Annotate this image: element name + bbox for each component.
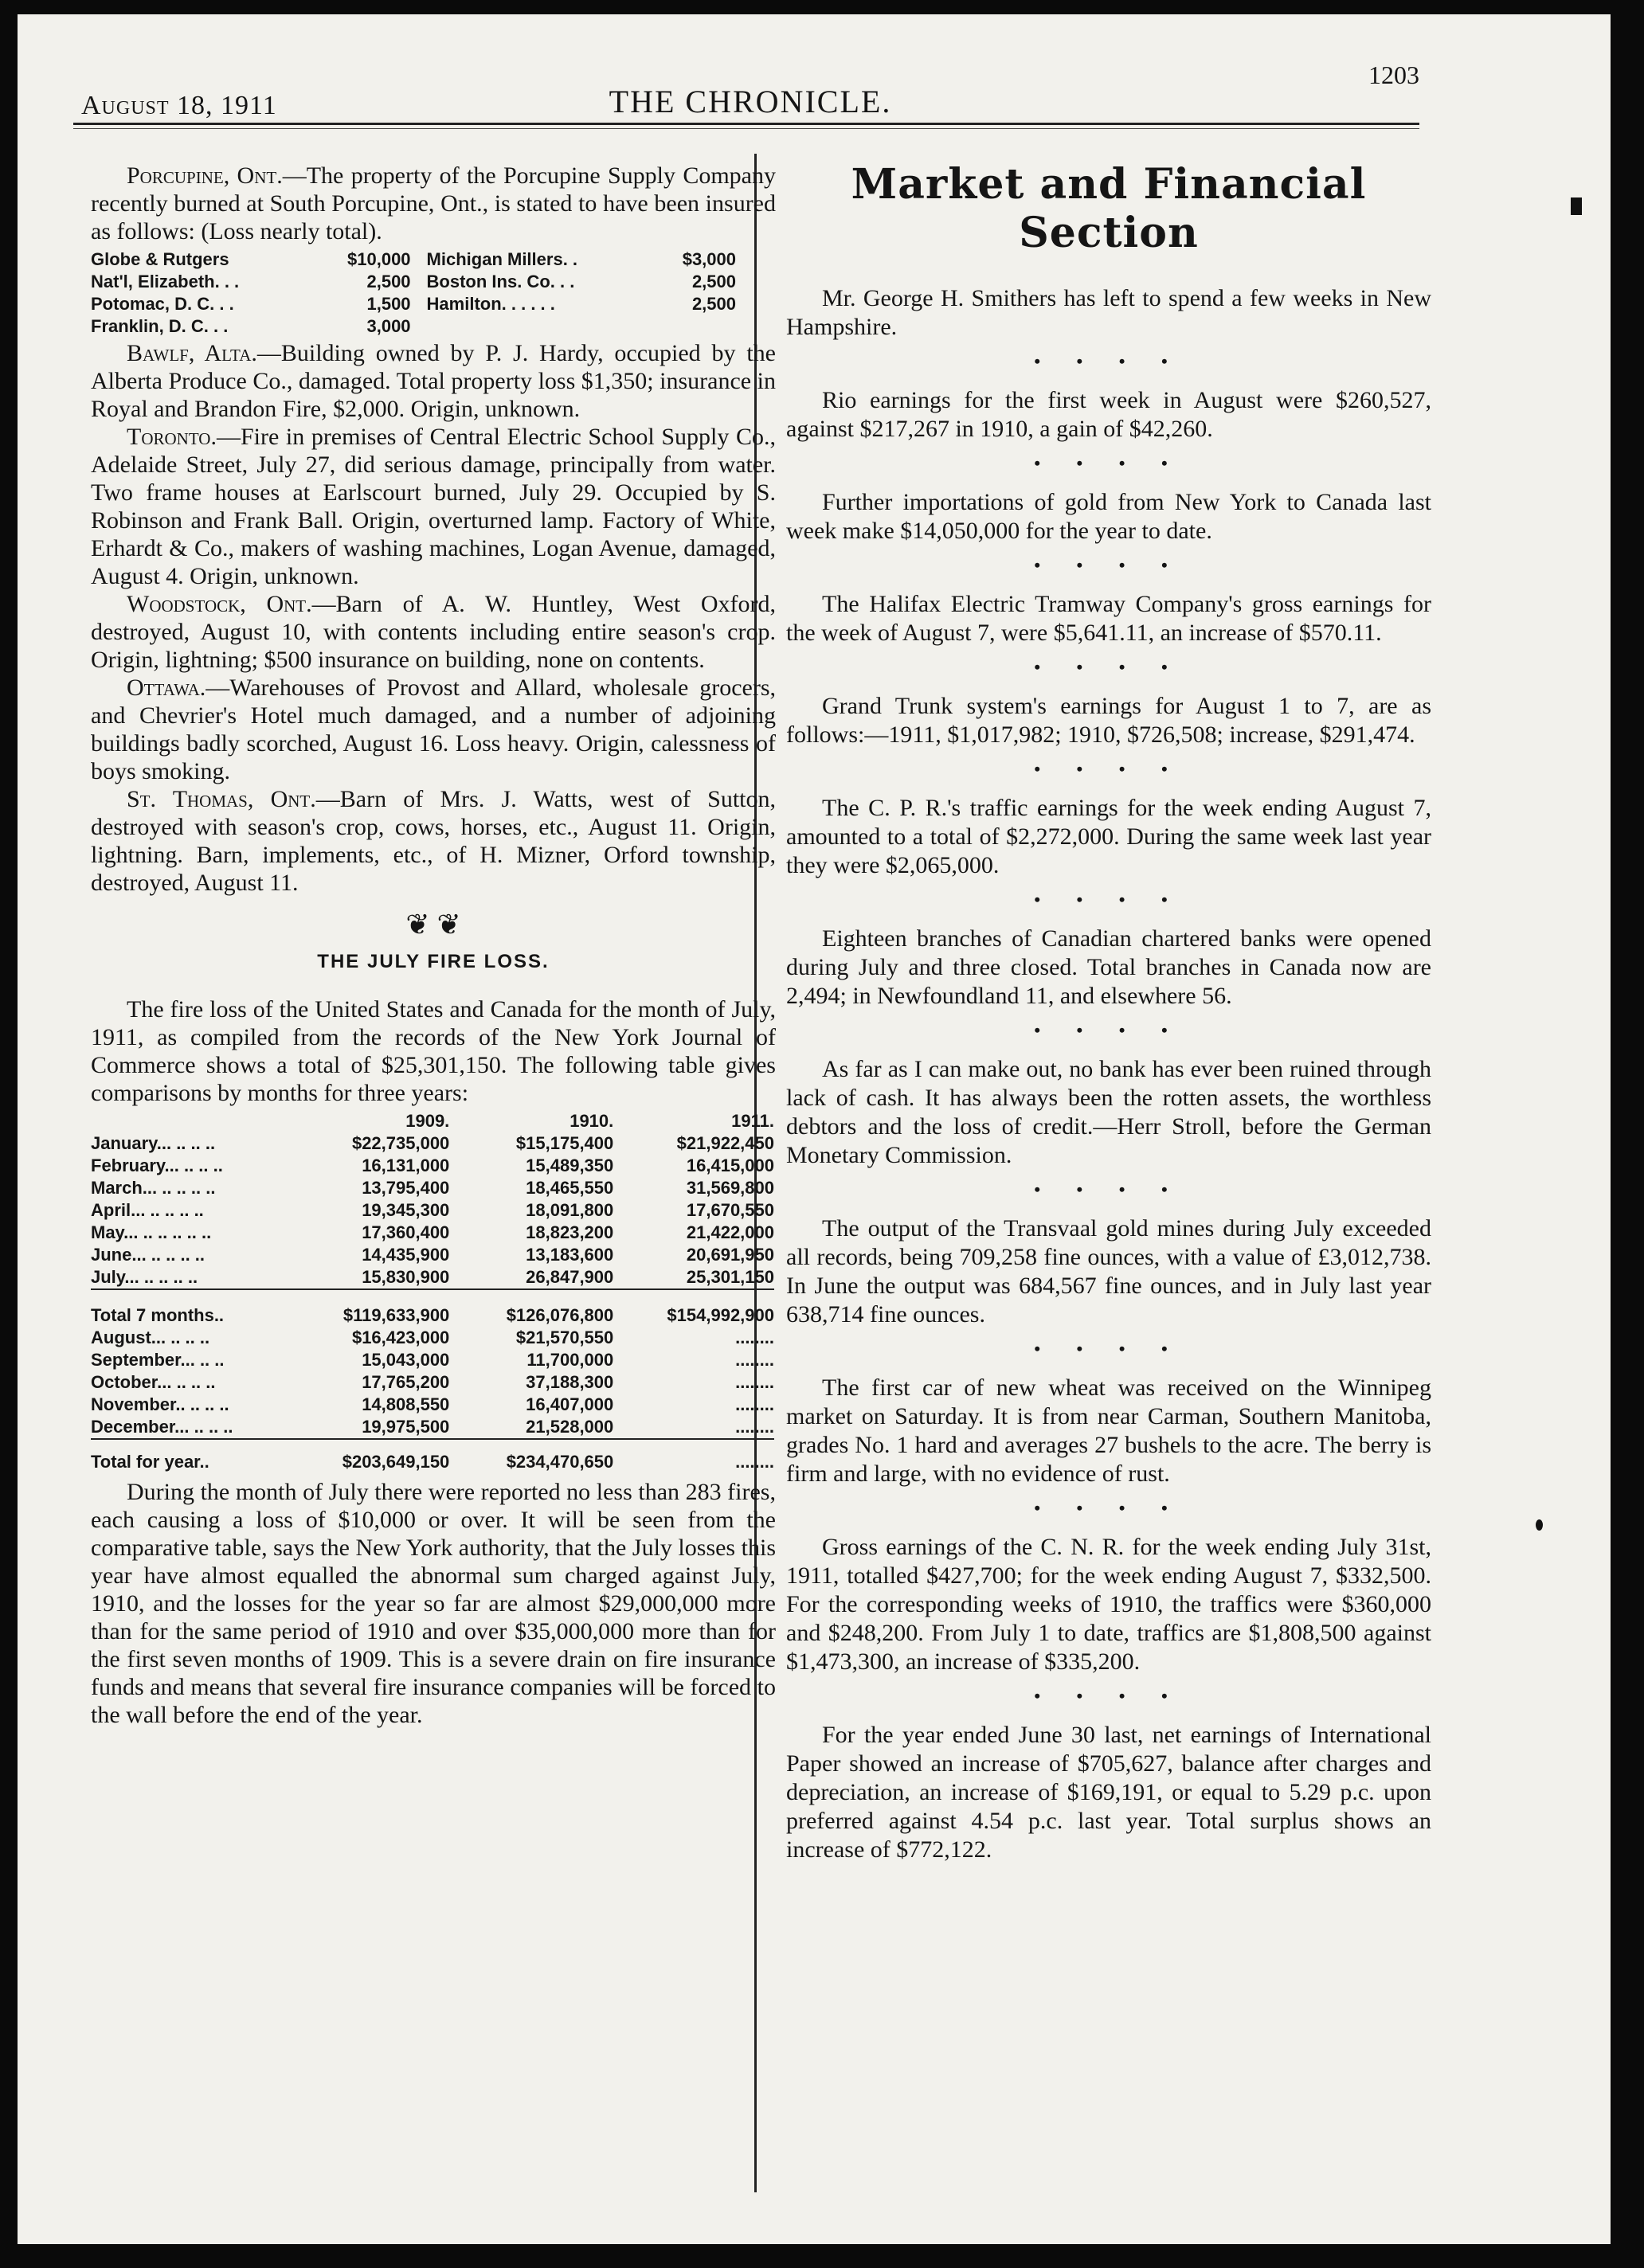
star-divider: • • • • [1034,759,1184,779]
month-label: April... .. .. .. .. [91,1200,204,1220]
loss-value: 18,091,800 [526,1200,614,1220]
loss-value: 14,808,550 [362,1394,450,1414]
article-porcupine [91,162,776,245]
loss-value: 21,528,000 [526,1417,614,1437]
loss-value: 31,569,800 [686,1178,774,1198]
article-ottawa [91,674,776,785]
table-row [91,1177,774,1199]
company-name: Michigan Millers. . [426,249,578,269]
amount: 2,500 [691,294,736,314]
table-row [91,248,752,271]
loss-value: 13,183,600 [526,1245,614,1265]
company-name: Globe & Rutgers [91,249,229,269]
loss-value: $119,633,900 [342,1305,450,1325]
left-column [91,162,776,1729]
loss-value: $126,076,800 [506,1305,614,1325]
table-header-row [91,1110,774,1132]
article-text: —Building owned by P. J. Hardy, occupied by the Alberta Produce Co., damaged. Total property loss $1,350; insurance in Royal and Brandon Fire, $2,000. Origin, unknown. [91,340,776,422]
market-section-heading: Market and Financial Section [851,160,1367,257]
loss-value: $21,570,550 [515,1328,614,1347]
loss-value: 19,975,500 [362,1417,450,1437]
year-header: 1911. [731,1111,774,1131]
amount: $3,000 [682,249,736,269]
issue-date: August 18, 1911 [81,91,277,120]
loss-value: ........ [735,1372,774,1392]
star-divider: • • • • [1034,890,1184,909]
loss-value: 20,691,950 [686,1245,774,1265]
loss-value: ........ [735,1417,774,1437]
loss-value: $15,175,400 [515,1133,614,1153]
loss-value: $22,735,000 [351,1133,450,1153]
loss-value: ........ [735,1328,774,1347]
market-item: The output of the Transvaal gold mines during July exceeded all records, being 709,258 fine ounces, with a value of £3,012,738. In June the output was 684,567 fine ounces, and in July last year 638,714 fine ounces. [786,1215,1431,1328]
article-text: —Fire in premises of Central Electric School Supply Co., Adelaide Street, July 27, did serious damage, principally from water. Two frame houses at Earlscourt burned, July 29. Occupied by S. Robinson and Frank Ball. Origin, overturned lamp. Factory of White, Erhardt & Co., makers of washing machines, Logan Avenue, damaged, August 4. Origin, unknown. [91,424,776,589]
market-item: As far as I can make out, no bank has ever been ruined through lack of cash. It has always been the rotten assets, the worthless debtors and the loss of credit.—Herr Stroll, before the German Monetary Commission. [786,1056,1431,1168]
place-name: St. Thomas, Ont. [127,786,316,812]
article-text: —Warehouses of Provost and Allard, wholesale grocers, and Chevrier's Hotel much damaged, and a number of adjoining buildings badly scorched, August 16. Loss heavy. Origin, calessness of boys smoking. [91,675,776,784]
loss-value: $203,649,150 [342,1452,450,1472]
month-label: March... .. .. .. .. [91,1178,216,1198]
loss-value: 26,847,900 [526,1267,614,1287]
month-label: August... .. .. .. [91,1328,210,1347]
fire-loss-table [91,1110,774,1473]
place-name: Porcupine, Ont. [127,162,283,189]
article-bawlf [91,339,776,423]
table-row [91,271,752,293]
loss-value: 15,043,000 [362,1350,450,1370]
place-name: Bawlf, Alta. [127,340,257,366]
article-text: —The property of the Porcupine Supply Company recently burned at South Porcupine, Ont., is stated to have been insured as follows: (Loss nearly total). [91,162,776,244]
star-divider: • • • • [1034,555,1184,575]
loss-value: 13,795,400 [362,1178,450,1198]
star-divider: • • • • [1034,1179,1184,1199]
market-item: Gross earnings of the C. N. R. for the week ending July 31st, 1911, totalled $427,700; for the week ending August 7, $332,500. For the corresponding weeks of 1910, the traffics were $360,000 and $248,200. From July 1 to date, traffics are $1,808,500 against $1,473,300, an increase of $335,200. [786,1534,1431,1675]
article-toronto [91,423,776,590]
star-divider: • • • • [1034,351,1184,371]
month-label: July... .. .. .. .. [91,1267,198,1287]
month-label: December... .. .. .. [91,1417,233,1437]
fire-loss-heading: THE JULY FIRE LOSS. [317,951,550,972]
loss-value: 25,301,150 [686,1267,774,1287]
loss-value: 18,823,200 [526,1222,614,1242]
page-header [81,54,1419,126]
article-st-thomas [91,785,776,897]
market-item: The first car of new wheat was received on the Winnipeg market on Saturday. It is from near Carman, Southern Manitoba, grades No. 1 hard and averages 27 bushels to the acre. The berry is firm and large, with no evidence of rust. [786,1374,1431,1487]
loss-value: 17,765,200 [362,1372,450,1392]
table-row [91,1371,774,1394]
loss-value: 15,489,350 [526,1156,614,1175]
loss-value: ........ [735,1350,774,1370]
table-row [91,1155,774,1177]
place-name: Woodstock, Ont. [127,591,312,617]
market-item: Eighteen branches of Canadian chartered banks were opened during July and three closed. Total branches in Canada now are 2,494; in Newfoundland 11, and elsewhere 56. [786,925,1431,1009]
loss-value: 19,345,300 [362,1200,450,1220]
publication-title: THE CHRONICLE. [609,84,892,119]
table-row [91,1132,774,1155]
header-rule-thin [73,128,1419,129]
loss-value: 16,131,000 [362,1156,450,1175]
scan-mark [1536,1519,1543,1531]
loss-value: 15,830,900 [362,1267,450,1287]
table-row [91,1327,774,1349]
month-label: June... .. .. .. .. [91,1245,206,1265]
company-name: Boston Ins. Co. . . [426,272,575,291]
place-name: Toronto. [127,424,217,450]
month-label: May... .. .. .. .. .. [91,1222,212,1242]
company-name: Franklin, D. C. . . [91,316,229,336]
company-name: Nat'l, Elizabeth. . . [91,272,240,291]
newspaper-page [18,14,1611,2244]
market-item: The C. P. R.'s traffic earnings for the week ending August 7, amounted to a total of $2,272,000. During the same week last year they were $2,065,000. [786,795,1431,878]
market-item: The Halifax Electric Tramway Company's gross earnings for the week of August 7, were $5,641.11, an increase of $570.11. [786,591,1431,646]
month-header [91,1110,293,1132]
year-header: 1909. [405,1111,450,1131]
table-row [91,315,752,338]
amount: 1,500 [366,294,411,314]
table-row [91,1394,774,1416]
market-item: Mr. George H. Smithers has left to spend a few weeks in New Hampshire. [786,285,1431,340]
loss-value: 17,670,550 [686,1200,774,1220]
table-row [91,1416,774,1439]
star-divider: • • • • [1034,453,1184,473]
fire-loss-intro: The fire loss of the United States and Canada for the month of July, 1911, as compiled from the records of the New York Journal of Commerce shows a total of $25,301,150. The following table gives comparisons by months for three years: [91,996,776,1106]
total-row [91,1290,774,1327]
table-row [91,1199,774,1222]
table-row [91,1349,774,1371]
article-text: —Barn of Mrs. J. Watts, west of Sutton, destroyed with season's crop, cows, horses, etc., August 11. Origin, lightning. Barn, implements, etc., of H. Mizner, Orford township, destroyed, August 11. [91,786,776,896]
loss-value: $234,470,650 [506,1452,614,1472]
star-divider: • • • • [1034,1686,1184,1706]
month-label: January... .. .. .. [91,1133,216,1153]
year-header: 1910. [570,1111,614,1131]
loss-value: 11,700,000 [526,1350,614,1370]
market-item: For the year ended June 30 last, net earnings of International Paper showed an increase of $705,627, balance after charges and depreciation, an increase of $169,191, or equal to 5.29 p.c. upon preferred against 4.54 p.c. last year. Total surplus shows an increase of $772,122. [786,1722,1431,1863]
amount: 3,000 [366,316,411,336]
article-text: —Barn of A. W. Huntley, West Oxford, destroyed, August 10, with contents including entire season's crop. Origin, lightning; $500 insurance on building, none on contents. [91,591,776,673]
header-rule [73,123,1419,125]
star-divider: • • • • [1034,1498,1184,1518]
loss-value: 17,360,400 [362,1222,450,1242]
loss-value: 37,188,300 [526,1372,614,1392]
table-row [91,1222,774,1244]
loss-value: $154,992,900 [667,1305,774,1325]
table-row [91,1266,774,1289]
fire-loss-conclusion: During the month of July there were reported no less than 283 fires, each causing a loss of $10,000 or over. It will be seen from the comparative table, says the New York authority, that the July losses this year have almost equalled the abnormal sum charged against July, 1910, and the losses for the year so far are almost $29,000,000 more than for the same period of 1910 and over $35,000,000 more than for the first seven months of 1909. This is a severe drain on fire insurance funds and means that several fire insurance companies will be forced to the wall before the end of the year. [91,1479,776,1728]
month-label: November.. .. .. .. [91,1394,229,1414]
company-name: Hamilton. . . . . . [426,294,555,314]
month-label: September... .. .. [91,1350,225,1370]
table-row [91,1244,774,1266]
total-row [91,1440,774,1473]
star-divider: • • • • [1034,1020,1184,1040]
month-label: Total for year.. [91,1452,209,1472]
right-column [786,154,1431,1864]
ornament-divider: ❦ ❦ [405,909,461,940]
market-item: Grand Trunk system's earnings for August 1 to 7, are as follows:—1911, $1,017,982; 1910, $726,508; increase, $291,474. [786,693,1431,748]
loss-value: 16,407,000 [526,1394,614,1414]
loss-value: 14,435,900 [362,1245,450,1265]
table-row [91,293,752,315]
loss-value: ........ [735,1394,774,1414]
article-woodstock [91,590,776,674]
place-name: Ottawa. [127,675,206,701]
amount: $10,000 [347,249,411,269]
loss-value: 16,415,000 [686,1156,774,1175]
loss-value: 21,422,000 [686,1222,774,1242]
loss-value: 18,465,550 [526,1178,614,1198]
month-label: October... .. .. .. [91,1372,216,1392]
company-name [427,315,650,338]
market-items [786,284,1431,1864]
month-label: Total 7 months.. [91,1305,225,1325]
page-number: 1203 [1368,61,1419,89]
insurance-table [91,248,752,338]
market-item: Further importations of gold from New York to Canada last week make $14,050,000 for the year to date. [786,489,1431,544]
company-name: Potomac, D. C. . . [91,294,234,314]
amount [649,315,752,338]
amount: 2,500 [366,272,411,291]
loss-value: $21,922,450 [676,1133,774,1153]
star-divider: • • • • [1034,1339,1184,1359]
amount: 2,500 [691,272,736,291]
month-label: February... .. .. .. [91,1156,223,1175]
scan-mark [1571,197,1582,215]
market-item: Rio earnings for the first week in August were $260,527, against $217,267 in 1910, a gain of $42,260. [786,387,1431,442]
loss-value: $16,423,000 [351,1328,450,1347]
loss-value: ........ [735,1452,774,1472]
star-divider: • • • • [1034,657,1184,677]
